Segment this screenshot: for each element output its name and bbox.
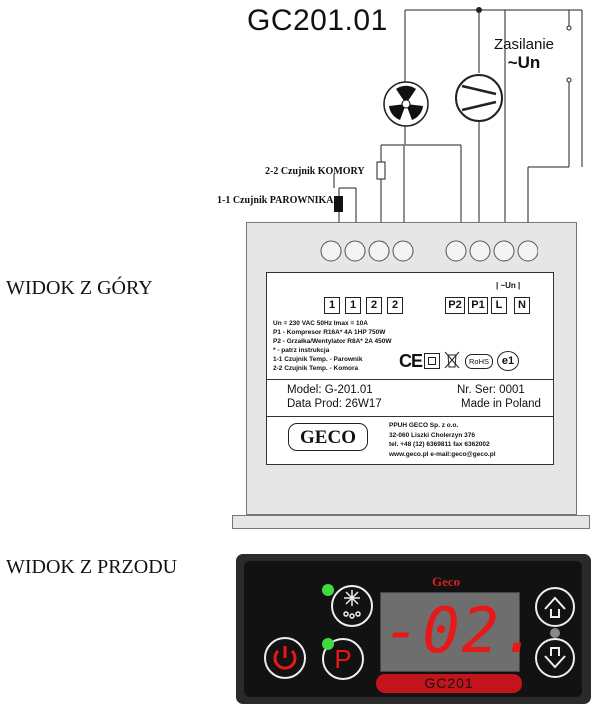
down-button[interactable] (536, 639, 574, 677)
terminal-2a: 2 (366, 297, 382, 314)
company-info (389, 421, 496, 459)
un-label: | ~Un | (496, 281, 521, 290)
evaporator-sensor-label: 1-1 Czujnik PAROWNIKA (217, 195, 334, 206)
power-supply-label (494, 36, 554, 73)
supply-label: Zasilanie (494, 36, 555, 53)
ce-mark: CE (399, 351, 423, 371)
panel-buttons (236, 554, 591, 704)
terminal-p2: P2 (445, 297, 465, 314)
defrost-led (322, 584, 334, 596)
spec-line: 1-1 Czujnik Temp. - Parownik (273, 356, 363, 363)
diagram-title: GC201.01 (247, 4, 388, 37)
spec-line: P1 - Kompresor R16A* 4A 1HP 750W (273, 329, 386, 336)
rohs-badge: RoHS (465, 354, 493, 369)
p-icon: P (334, 644, 352, 674)
up-button[interactable] (536, 588, 574, 626)
terminal-l: L (491, 297, 507, 314)
compressor-icon (453, 72, 505, 124)
terminal-1a: 1 (324, 297, 340, 314)
rating-label (266, 272, 554, 465)
double-insulation-icon (424, 353, 440, 369)
front-view-label: WIDOK Z PRZODU (6, 556, 178, 578)
production-date: Data Prod: 26W17 (287, 398, 382, 410)
weee-bin-icon (444, 351, 460, 369)
company-web: www.geco.pl e-mail:geco@geco.pl (389, 450, 496, 458)
company-name: PPUH GECO Sp. z o.o. (389, 422, 459, 429)
terminal-screws (318, 238, 538, 264)
status-led (550, 628, 560, 638)
model-badge: GC201 (376, 674, 522, 693)
spec-line: * - patrz instrukcja (273, 347, 330, 354)
housing-flange (232, 515, 590, 529)
snowflake-icon (344, 590, 360, 618)
fan-icon (382, 80, 430, 128)
terminal-1b: 1 (345, 297, 361, 314)
serial-number: Nr. Ser: 0001 (457, 384, 525, 396)
company-address: 32-060 Liszki Cholerzyn 376 (389, 431, 475, 439)
program-led (322, 638, 334, 650)
spec-line: P2 - Grzałka/Wentylator R8A* 2A 450W (273, 338, 392, 345)
arrow-up-icon (545, 598, 565, 617)
geco-logo: GECO (288, 423, 368, 451)
power-button[interactable] (265, 638, 305, 678)
supply-voltage: ~Un (507, 53, 541, 72)
arrow-down-icon (545, 648, 565, 667)
company-phone: tel. +48 (12) 6369811 fax 6362002 (389, 441, 490, 448)
display-readout: -02. (383, 594, 541, 667)
panel-brand: Geco (432, 574, 461, 589)
terminal-2b: 2 (387, 297, 403, 314)
top-view-label: WIDOK Z GÓRY (6, 277, 153, 299)
spec-line: 2-2 Czujnik Temp. - Komora (273, 365, 359, 372)
origin: Made in Poland (461, 398, 541, 410)
defrost-button[interactable] (332, 586, 372, 626)
spec-line: Un = 230 VAC 50Hz Imax = 10A (273, 320, 368, 327)
terminal-n: N (514, 297, 530, 314)
e1-mark: e1 (497, 351, 519, 371)
model-number: Model: G-201.01 (287, 384, 373, 396)
chamber-sensor-label: 2-2 Czujnik KOMORY (265, 166, 365, 177)
terminal-p1: P1 (468, 297, 488, 314)
